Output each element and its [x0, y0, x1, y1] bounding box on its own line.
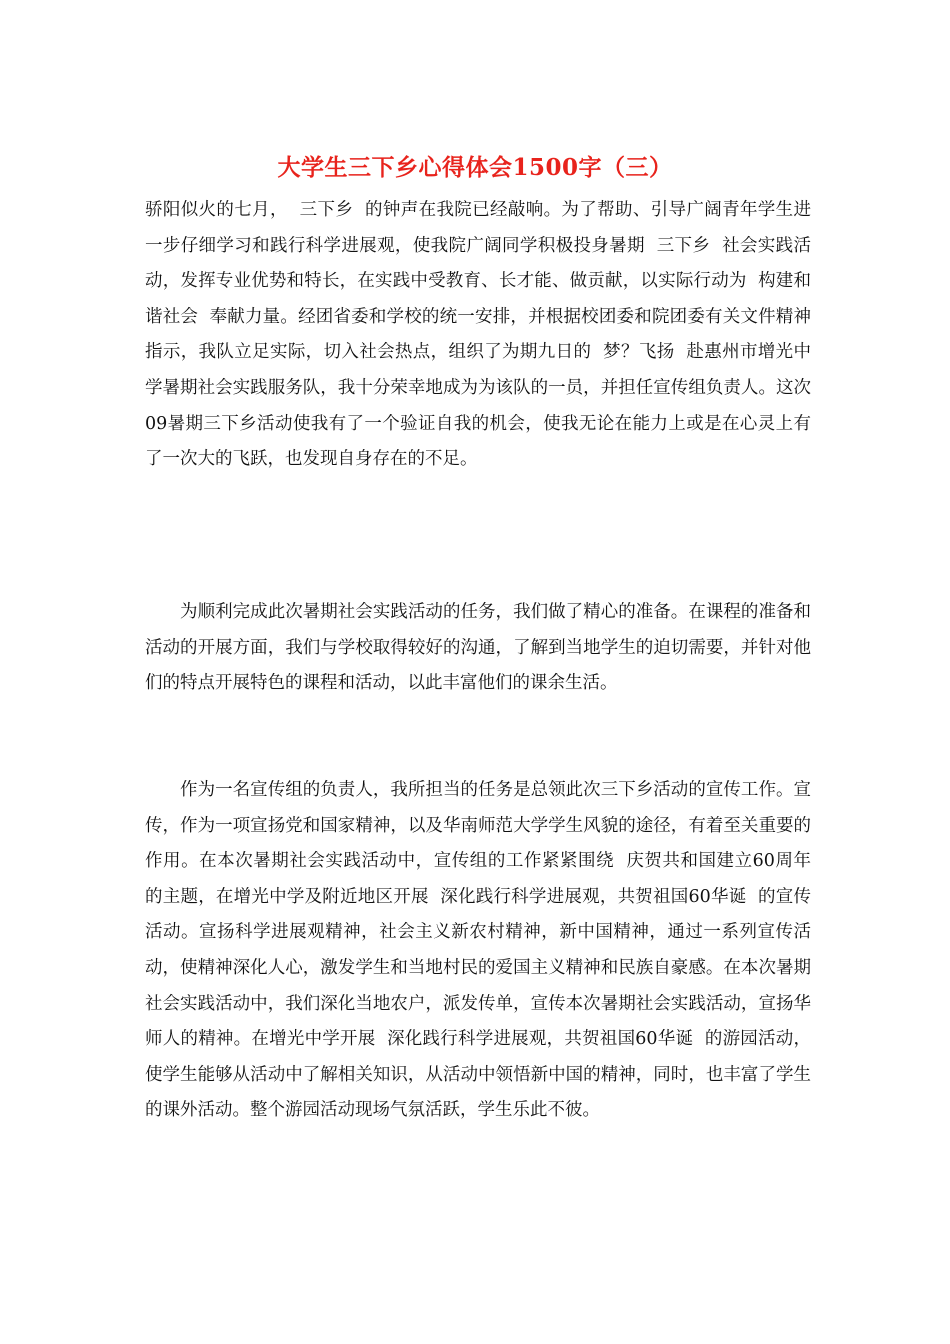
paragraph-2: 为顺利完成此次暑期社会实践活动的任务，我们做了精心的准备。在课程的准备和活动的开展方面，我们与学校取得较好的沟通，了解到当地学生的迫切需要，并针对他们的特点开展特色的课程和活动，以此丰富他们的课余生活。	[145, 602, 811, 694]
document-title: 大学生三下乡心得体会1500字（三）	[277, 154, 673, 181]
paragraph-3: 作为一名宣传组的负责人，我所担当的任务是总领此次三下乡活动的宣传工作。宣传，作为一项宣扬党和国家精神，以及华南师范大学学生风貌的途径，有着至关重要的作用。在本次暑期社会实践活动中，宣传组的工作紧紧围绕 庆贺共和国建立60周年 的主题，在增光中学及附近地区开展 深化践行科学进展观，共贺祖国60华诞 的宣传活动。宣扬科学进展观精神，社会主义新农村精神，新中国精神，通过一系列宣传活动，使精神深化人心，激发学生和当地村民的爱国主义精神和民族自豪感。在本次暑期社会实践活动中，我们深化当地农户，派发传单，宣传本次暑期社会实践活动，宣扬华师人的精神。在增光中学开展 深化践行科学进展观，共贺祖国60华诞 的游园活动，使学生能够从活动中了解相关知识，从活动中领悟新中国的精神，同时，也丰富了学生的课外活动。整个游园活动现场气氛活跃，学生乐此不彼。	[145, 780, 823, 1121]
paragraph-1: 骄阳似火的七月， 三下乡 的钟声在我院已经敲响。为了帮助、引导广阔青年学生进一步仔细学习和践行科学进展观，使我院广阔同学积极投身暑期 三下乡 社会实践活动，发挥专业优势和特长，在实践中受教育、长才能、做贡献，以实际行动为 构建和谐社会 奉献力量。经团省委和学校的统一安排，并根据校团委和院团委有关文件精神指示，我队立足实际，切入社会热点，组织了为期九日的 梦？飞扬 赴惠州市增光中学暑期社会实践服务队，我十分荣幸地成为为该队的一员，并担任宣传组负责人。这次09暑期三下乡活动使我有了一个验证自我的机会，使我无论在能力上或是在心灵上有了一次大的飞跃，也发现自身存在的不足。	[145, 200, 811, 470]
